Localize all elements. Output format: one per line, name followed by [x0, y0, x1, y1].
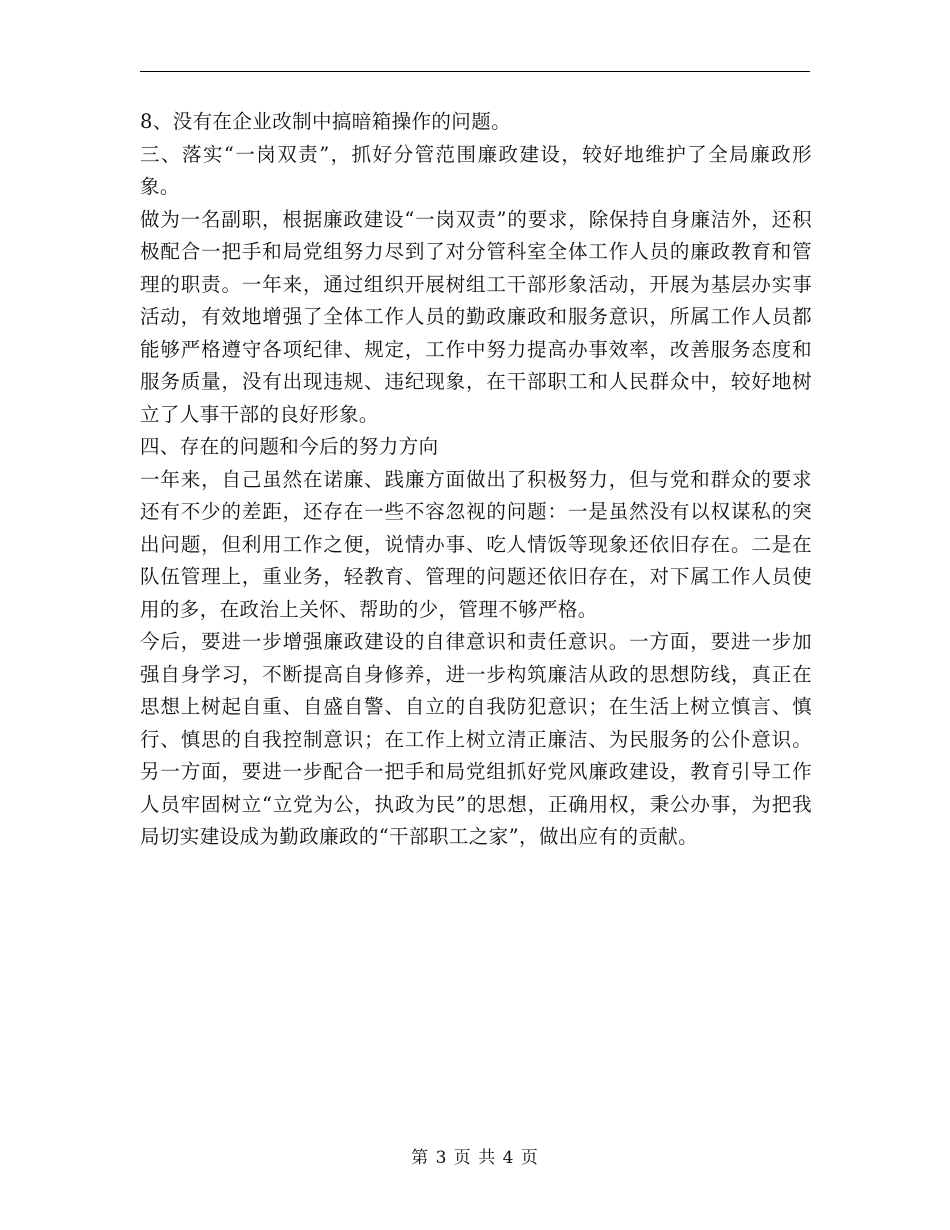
section-heading-three: 三、落实“一岗双责”，抓好分管范围廉政建设，较好地维护了全局廉政形象。 — [140, 142, 812, 198]
page-footer: 第 3 页 共 4 页 — [411, 1148, 539, 1168]
document-body — [140, 106, 812, 854]
section-heading-four: 四、存在的问题和今后的努力方向 — [140, 435, 439, 458]
paragraph-problems: 一年来，自己虽然在诺廉、践廉方面做出了积极努力，但与党和群众的要求还有不少的差距，还存在一些不容忽视的问题：一是虽然没有以权谋私的突出问题，但利用工作之便，说情办事、吃人情饭等现象还依旧存在。二是在队伍管理上，重业务，轻教育、管理的问题还依旧存在，对下属工作人员使用的多，在政治上关怀、帮助的少，管理不够严格。 — [140, 467, 812, 621]
header-rule — [140, 71, 810, 72]
paragraph-item-8: 8、没有在企业改制中搞暗箱操作的问题。 — [140, 110, 512, 133]
paragraph-future: 今后，要进一步增强廉政建设的自律意识和责任意识。一方面，要进一步加强自身学习，不断提高自身修养，进一步构筑廉洁从政的思想防线，真正在思想上树起自重、自盛自警、自立的自我防犯意识；在生活上树立慎言、慎行、慎思的自我控制意识；在工作上树立清正廉洁、为民服务的公仆意识。另一方面，要进一步配合一把手和局党组抓好党风廉政建设，教育引导工作人员牢固树立“立党为公，执政为民”的思想，正确用权，秉公办事，为把我局切实建设成为勤政廉政的“干部职工之家”，做出应有的贡献。 — [140, 630, 812, 848]
paragraph-deputy-duties: 做为一名副职，根据廉政建设“一岗双责”的要求，除保持自身廉洁外，还积极配合一把手和局党组努力尽到了对分管科室全体工作人员的廉政教育和管理的职责。一年来，通过组织开展树组工干部形象活动，开展为基层办实事活动，有效地增强了全体工作人员的勤政廉政和服务意识，所属工作人员都能够严格遵守各项纪律、规定，工作中努力提高办事效率，改善服务态度和服务质量，没有出现违规、违纪现象，在干部职工和人民群众中，较好地树立了人事干部的良好形象。 — [140, 207, 812, 426]
